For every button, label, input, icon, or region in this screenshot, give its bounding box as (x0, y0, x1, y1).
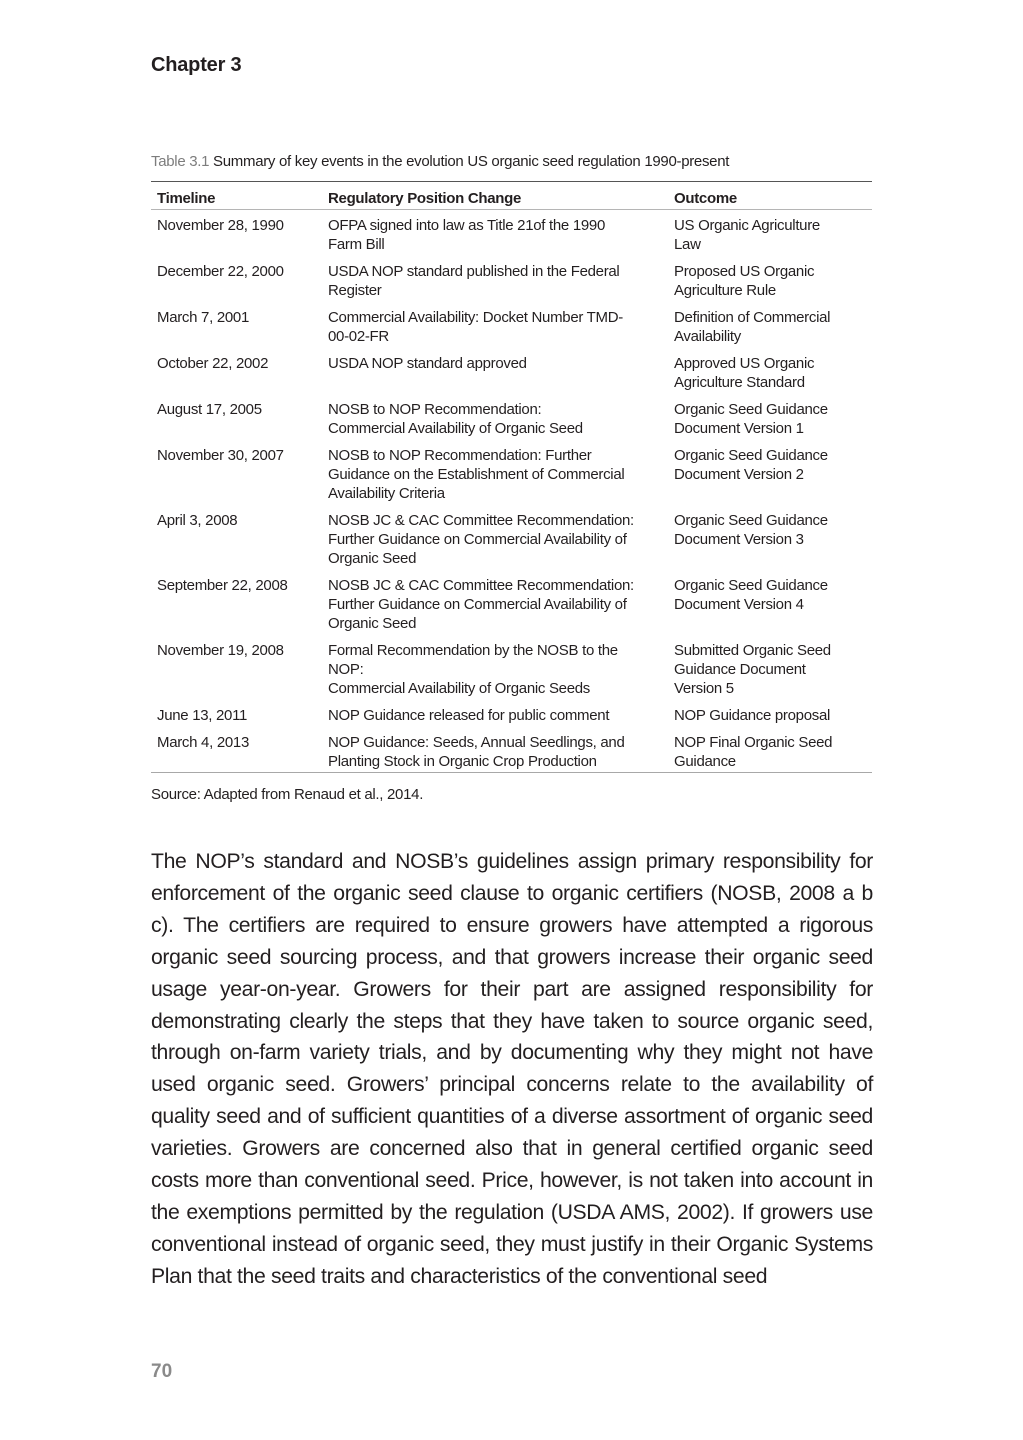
cell-outcome (668, 395, 872, 441)
table-row (151, 728, 872, 773)
cell-outcome-line: Guidance (674, 753, 736, 770)
cell-change (322, 636, 668, 701)
cell-outcome-line: Version 5 (674, 680, 734, 697)
cell-outcome-line: Organic Seed Guidance (674, 447, 828, 464)
cell-outcome-line: Agriculture Standard (674, 374, 805, 391)
cell-outcome-line: NOP Final Organic Seed (674, 734, 833, 751)
cell-outcome-line: US Organic Agriculture (674, 217, 820, 234)
cell-outcome-line: Guidance Document (674, 661, 806, 678)
cell-timeline: November 28, 1990 (157, 217, 284, 234)
cell-change-line: OFPA signed into law as Title 21of the 1990 (328, 217, 606, 234)
table-header-row (151, 182, 872, 210)
cell-timeline: September 22, 2008 (157, 577, 288, 594)
cell-change (322, 506, 668, 571)
table-row (151, 701, 872, 728)
cell-outcome-line: Definition of Commercial (674, 309, 831, 326)
cell-timeline: October 22, 2002 (157, 355, 269, 372)
cell-outcome-line: Proposed US Organic (674, 263, 815, 280)
cell-outcome-line: Law (674, 236, 701, 253)
cell-change-line: NOSB to NOP Recommendation: Further (328, 447, 592, 464)
cell-change (322, 303, 668, 349)
cell-outcome-line: Availability (674, 328, 741, 345)
cell-change (322, 349, 668, 395)
chapter-heading: Chapter 3 (151, 54, 242, 76)
cell-timeline: August 17, 2005 (157, 401, 262, 418)
page-number: 70 (151, 1361, 173, 1382)
table-body (151, 210, 872, 773)
cell-outcome (668, 701, 872, 728)
table-caption-text: Summary of key events in the evolution US organic seed regulation 1990-present (209, 153, 730, 170)
cell-change-line: Commercial Availability of Organic Seed (328, 420, 583, 437)
cell-change (322, 571, 668, 636)
cell-timeline: June 13, 2011 (157, 707, 248, 724)
cell-change-line: Further Guidance on Commercial Availability of (328, 596, 627, 613)
cell-change-line: USDA NOP standard approved (328, 355, 527, 372)
cell-timeline: March 4, 2013 (151, 728, 322, 773)
cell-outcome-line: Organic Seed Guidance (674, 401, 828, 418)
cell-timeline: December 22, 2000 (157, 263, 284, 280)
table-caption (151, 153, 729, 170)
cell-outcome-line: NOP Guidance proposal (674, 707, 831, 724)
cell-change-line: USDA NOP standard published in the Federal (328, 263, 620, 280)
cell-change (322, 441, 668, 506)
cell-change-line: NOSB to NOP Recommendation: (328, 401, 542, 418)
cell-change-line: 00-02-FR (328, 328, 389, 345)
table-caption-label: Table 3.1 (151, 153, 210, 170)
cell-change-line: NOP Guidance released for public comment (328, 707, 610, 724)
cell-change-line: NOSB JC & CAC Committee Recommendation: (328, 512, 634, 529)
cell-outcome (668, 303, 872, 349)
cell-change-line: Farm Bill (328, 236, 385, 253)
cell-change (322, 210, 668, 258)
cell-change-line: Planting Stock in Organic Crop Production (328, 753, 597, 770)
column-header-change: Regulatory Position Change (322, 182, 668, 210)
cell-change-line: Formal Recommendation by the NOSB to the (328, 642, 618, 659)
cell-outcome (668, 728, 872, 773)
table-row (151, 506, 872, 571)
body-paragraph: The NOP’s standard and NOSB’s guidelines assign primary responsibility for enforcement of the organic seed clause to organic certifiers (NOSB, 2008 a b c). The certifiers are required to ensure growers have attempted a rigorous organic seed sourcing process, and that growers increase their organic seed usage year-on-year. Growers for their part are assigned responsibility for demonstrating clearly the steps that they have taken to source organic seed, through on-farm variety trials, and by documenting why they might not have used organic seed. Growers’ principal concerns relate to the availability of quality seed and of sufficient quantities of a diverse assortment of organic seed varieties. Growers are concerned also that in general certified organic seed costs more than conventional seed. Price, however, is not taken into account in the exemptions permitted by the regulation (USDA AMS, 2002). If growers use conventional instead of organic seed, they must justify in their Organic Systems Plan that the seed traits and characteristics of the conventional seed (151, 850, 873, 1288)
cell-outcome (668, 571, 872, 636)
cell-timeline: April 3, 2008 (157, 512, 238, 529)
table-row (151, 571, 872, 636)
cell-outcome (668, 257, 872, 303)
cell-change (322, 257, 668, 303)
cell-timeline: March 7, 2001 (157, 309, 249, 326)
cell-change-line: Organic Seed (328, 615, 417, 632)
table-row (151, 636, 872, 701)
cell-change-line: Commercial Availability: Docket Number TMD- (328, 309, 623, 326)
cell-outcome-line: Document Version 4 (674, 596, 804, 613)
cell-change-line: NOP: (328, 661, 364, 678)
column-header-outcome: Outcome (668, 182, 872, 210)
cell-timeline: November 30, 2007 (157, 447, 284, 464)
cell-outcome-line: Submitted Organic Seed (674, 642, 831, 659)
cell-change (322, 728, 668, 773)
cell-timeline: November 19, 2008 (157, 642, 284, 659)
table-row (151, 349, 872, 395)
column-header-timeline: Timeline (151, 182, 322, 210)
table-row (151, 395, 872, 441)
cell-outcome-line: Organic Seed Guidance (674, 577, 828, 594)
table-row (151, 210, 872, 258)
cell-change-line: Further Guidance on Commercial Availability of (328, 531, 627, 548)
cell-outcome-line: Document Version 2 (674, 466, 804, 483)
cell-outcome-line: Organic Seed Guidance (674, 512, 828, 529)
cell-outcome (668, 441, 872, 506)
cell-change-line: NOP Guidance: Seeds, Annual Seedlings, and (328, 734, 625, 751)
cell-change-line: Commercial Availability of Organic Seeds (328, 680, 591, 697)
cell-change (322, 701, 668, 728)
cell-change-line: Availability Criteria (328, 485, 445, 502)
cell-outcome (668, 210, 872, 258)
cell-change-line: Register (328, 282, 382, 299)
cell-outcome-line: Agriculture Rule (674, 282, 776, 299)
cell-outcome-line: Document Version 1 (674, 420, 804, 437)
events-table (151, 181, 872, 773)
cell-outcome-line: Approved US Organic (674, 355, 815, 372)
table-row (151, 257, 872, 303)
cell-outcome (668, 636, 872, 701)
cell-change (322, 395, 668, 441)
table-source-note: Source: Adapted from Renaud et al., 2014. (151, 786, 424, 803)
table-row (151, 441, 872, 506)
cell-outcome (668, 506, 872, 571)
cell-change-line: Organic Seed (328, 550, 417, 567)
cell-change-line: Guidance on the Establishment of Commercial (328, 466, 625, 483)
table-row (151, 303, 872, 349)
cell-outcome-line: Document Version 3 (674, 531, 804, 548)
cell-outcome (668, 349, 872, 395)
cell-change-line: NOSB JC & CAC Committee Recommendation: (328, 577, 634, 594)
